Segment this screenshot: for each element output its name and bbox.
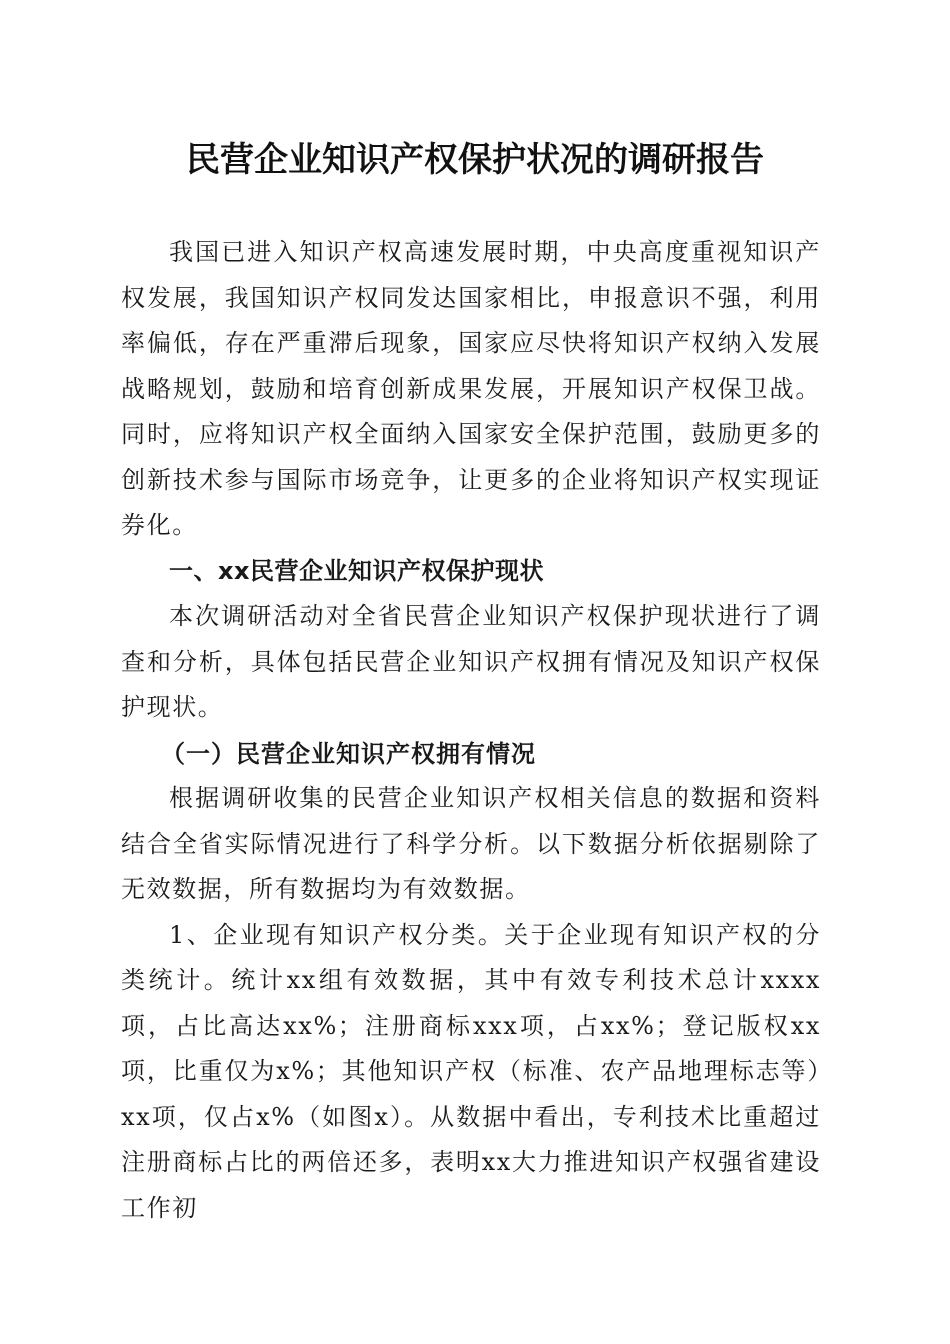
intro-paragraph: 我国已进入知识产权高速发展时期，中央高度重视知识产权发展，我国知识产权同发达国家相比，申报意识不强，利用率偏低，存在严重滞后现象，国家应尽快将知识产权纳入发展战略规划，鼓励和培育创新成果发展，开展知识产权保卫战。同时，应将知识产权全面纳入国家安全保护范围，鼓励更多的创新技术参与国际市场竞争，让更多的企业将知识产权实现证券化。 xyxy=(121,238,821,539)
document-title: 民营企业知识产权保护状况的调研报告 xyxy=(186,140,764,180)
section-heading: 一、xx民营企业知识产权保护现状 xyxy=(169,556,544,585)
subsection-paragraph: 根据调研收集的民营企业知识产权相关信息的数据和资料结合全省实际情况进行了科学分析。以下数据分析依据剔除了无效数据，所有数据均为有效数据。 xyxy=(121,784,821,903)
document-body xyxy=(121,230,821,1231)
item-paragraph: 1、企业现有知识产权分类。关于企业现有知识产权的分类统计。统计xx组有效数据，其中有效专利技术总计xxxx项，占比高达xx%；注册商标xxx项，占xx%；登记版权xx项，比重仅为x%；其他知识产权（标准、农产品地理标志等）xx项，仅占x%（如图x）。从数据中看出，专利技术比重超过注册商标占比的两倍还多，表明xx大力推进知识产权强省建设工作初 xyxy=(121,920,821,1222)
subsection-heading: （一）民营企业知识产权拥有情况 xyxy=(161,738,536,768)
section-paragraph: 本次调研活动对全省民营企业知识产权保护现状进行了调查和分析，具体包括民营企业知识产权拥有情况及知识产权保护现状。 xyxy=(121,602,821,721)
